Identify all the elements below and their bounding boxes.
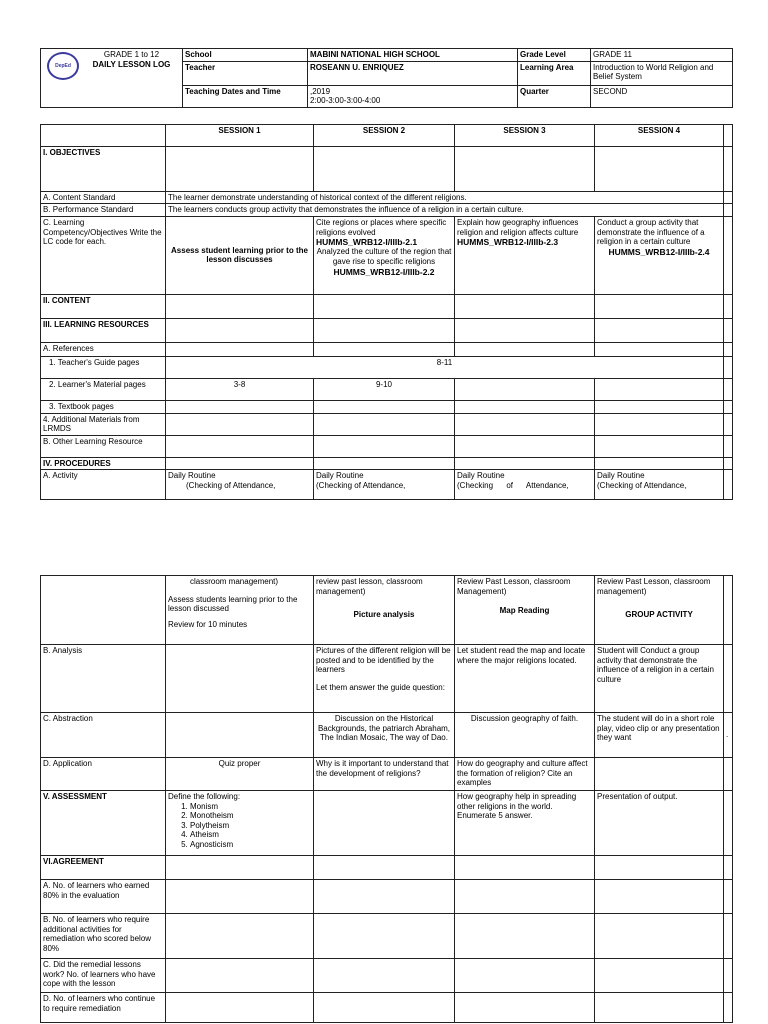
analysis-label: B. Analysis (41, 645, 166, 713)
list-item: 2. Monotheism (190, 811, 311, 821)
textbook-label: 3. Textbook pages (41, 400, 166, 413)
session-1-header: SESSION 1 (166, 124, 314, 146)
list-item: 3. Polytheism (190, 821, 311, 831)
agreement-label: VI.AGREEMENT (41, 856, 166, 880)
quarter-label: Quarter (518, 85, 591, 107)
grade-level-value: GRADE 11 (591, 49, 733, 62)
abstraction-s4: The student will do in a short role play, video clip or any presentation they want (595, 713, 724, 758)
grade-level-label: Grade Level (518, 49, 591, 62)
other-resources-label: B. Other Learning Resource (41, 435, 166, 457)
activity-cont-s4: Review Past Lesson, classroom management) GROUP ACTIVITY (595, 576, 724, 645)
lesson-table-page2 (40, 575, 733, 1023)
school-value: MABINI NATIONAL HIGH SCHOOL (308, 49, 518, 62)
references-label: A. References (41, 342, 166, 356)
dates-value: ,2019 2:00-3:00-3:00-4:00 (308, 85, 518, 107)
activity-s3: Daily Routine (Checking of Attendance, (455, 470, 595, 500)
procedures-label: IV. PROCEDURES (41, 457, 166, 470)
activity-cont-s3: Review Past Lesson, classroom Management) Map Reading (455, 576, 595, 645)
application-label: D. Application (41, 758, 166, 791)
list-item: 5. Agnosticism (190, 840, 311, 850)
list-item: 1. Monism (190, 802, 311, 812)
analysis-s2: Pictures of the different religion will be posted and to be identified by the learners Let them answer the guide question: (314, 645, 455, 713)
log-title: DAILY LESSON LOG (92, 59, 171, 69)
quarter-value: SECOND (591, 85, 733, 107)
session-4-header: SESSION 4 (595, 124, 724, 146)
header-table (40, 48, 733, 108)
abstraction-label: C. Abstraction (41, 713, 166, 758)
activity-s2: Daily Routine (Checking of Attendance, (314, 470, 455, 500)
abstraction-s2: Discussion on the Historical Backgrounds, the patriarch Abraham, The Indian Mosaic, The way of Dao. (314, 713, 455, 758)
competency-label: C. Learning Competency/Objectives Write the LC code for each. (41, 216, 166, 294)
activity-cont-s1: classroom management) Assess students learning prior to the lesson discussed Review for 10 minutes (166, 576, 314, 645)
header-logo-cell (41, 49, 183, 108)
application-s2: Why is it important to understand that the development of religions? (314, 758, 455, 791)
activity-s1: Daily Routine (Checking of Attendance, (166, 470, 314, 500)
learners-material-s1: 3-8 (166, 378, 314, 400)
analysis-s3: Let student read the map and locate where the major religions located. (455, 645, 595, 713)
competency-s2: Cite regions or places where specific religions evolved HUMMS_WRB12-I/IIIb-2.1 Analyzed the culture of the region that gave rise to specific religions HUMMS_WRB12-I/IIIb-2.2 (314, 216, 455, 294)
resources-label: III. LEARNING RESOURCES (41, 318, 166, 342)
teacher-value: ROSEANN U. ENRIQUEZ (308, 61, 518, 85)
agreement-d: D. No. of learners who continue to require remediation (41, 993, 166, 1023)
analysis-s4: Student will Conduct a group activity that demonstrate the influence of a religion in a certain culture (595, 645, 724, 713)
abstraction-s3: Discussion geography of faith. (455, 713, 595, 758)
school-label: School (183, 49, 308, 62)
deped-seal-icon: DepEd (47, 52, 79, 80)
lesson-table-page1 (40, 124, 733, 501)
session-3-header: SESSION 3 (455, 124, 595, 146)
learning-area-value: Introduction to World Religion and Belief System (591, 61, 733, 85)
content-standard-text: The learner demonstrate understanding of historical context of the different religions. (166, 191, 724, 204)
abstraction-extra: . (724, 713, 733, 758)
page-top (40, 48, 732, 500)
performance-standard-text: The learners conducts group activity that demonstrates the influence of a religion in a certain culture. (166, 204, 724, 217)
agreement-b: B. No. of learners who require additional activities for remediation who scored below 80% (41, 914, 166, 959)
content-label: II. CONTENT (41, 294, 166, 318)
learners-material-s2: 9-10 (314, 378, 455, 400)
assessment-s4: Presentation of output. (595, 791, 724, 856)
page-gap (0, 515, 768, 570)
assessment-label: V. ASSESSMENT (41, 791, 166, 856)
application-s1: Quiz proper (166, 758, 314, 791)
assessment-s1: Define the following: 1. Monism 2. Monotheism 3. Polytheism 4. Atheism 5. Agnosticism (166, 791, 314, 856)
activity-label: A. Activity (41, 470, 166, 500)
dates-label: Teaching Dates and Time (183, 85, 308, 107)
competency-s4: Conduct a group activity that demonstrate the influence of a religion in a certain culture HUMMS_WRB12-I/IIIb-2.4 (595, 216, 724, 294)
grade-range: GRADE 1 to 12 (103, 50, 160, 59)
agreement-c: C. Did the remedial lessons work? No. of learners who have cope with the lesson (41, 959, 166, 993)
competency-s3: Explain how geography influences religion and religion affects culture HUMMS_WRB12-I/IIIb-2.3 (455, 216, 595, 294)
performance-standard-label: B. Performance Standard (41, 204, 166, 217)
additional-materials-label: 4. Additional Materials from LRMDS (41, 413, 166, 435)
session-2-header: SESSION 2 (314, 124, 455, 146)
content-standard-label: A. Content Standard (41, 191, 166, 204)
assessment-list (168, 802, 311, 850)
competency-s1: Assess student learning prior to the lesson discusses (166, 216, 314, 294)
learners-material-label: 2. Learner's Material pages (41, 378, 166, 400)
application-s3: How do geography and culture affect the formation of religion? Cite an examples (455, 758, 595, 791)
teachers-guide-label: 1. Teacher's Guide pages (41, 356, 166, 378)
page-bottom (40, 575, 732, 1023)
teacher-label: Teacher (183, 61, 308, 85)
agreement-a: A. No. of learners who earned 80% in the evaluation (41, 880, 166, 914)
activity-s4: Daily Routine (Checking of Attendance, (595, 470, 724, 500)
teachers-guide-value: 8-11 (166, 356, 724, 378)
list-item: 4. Atheism (190, 830, 311, 840)
learning-area-label: Learning Area (518, 61, 591, 85)
objectives-label: I. OBJECTIVES (41, 146, 166, 191)
activity-cont-s2: review past lesson, classroom management) Picture analysis (314, 576, 455, 645)
assessment-s3: How geography help in spreading other religions in the world. Enumerate 5 answer. (455, 791, 595, 856)
